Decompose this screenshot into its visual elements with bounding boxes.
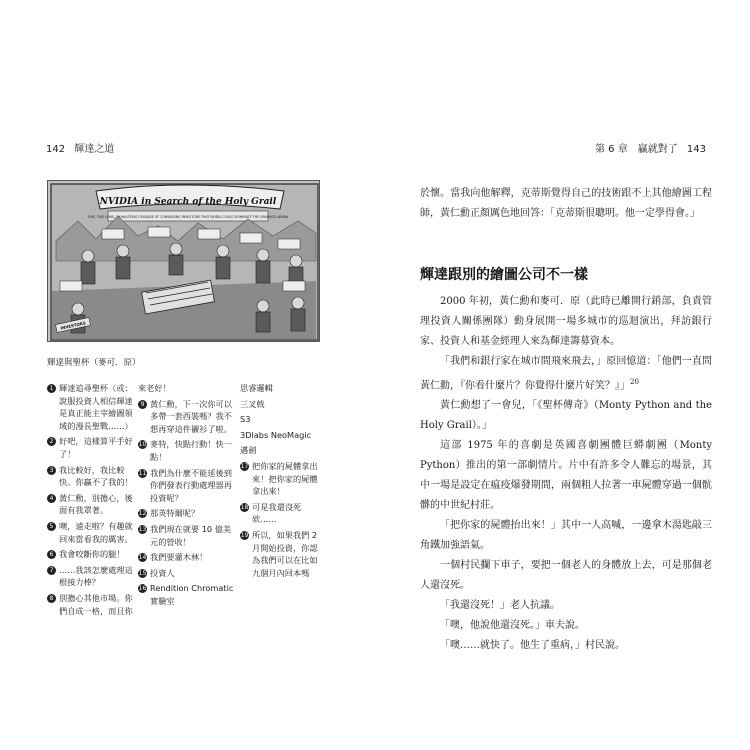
right-page-number: 143 — [686, 144, 706, 155]
legend-column-3 — [240, 382, 324, 582]
legend-item: 5 噢，遠走啦？有趣就回來當看我的厲害。 — [47, 520, 135, 545]
section-heading: 輝達跟別的繪圖公司不一樣 — [420, 267, 588, 283]
legend-item-continued: S3 — [240, 414, 251, 425]
continued-paragraph: 於懷。當我向他解釋，克蒂斯覺得自己的技術跟不上其他繪圖工程師，黃仁勳正顏厲色地回答：「克蒂斯很聰明。他一定學得會。」 — [420, 188, 712, 219]
legend-item: 11 我們為什麼不能延後到你們發表行動處理器再投資呢？ — [138, 467, 232, 503]
investors-sign: INVESTORS — [60, 320, 87, 331]
legend-item: 3 我比較好，我比較快。你贏不了我的！ — [47, 464, 135, 489]
body-paragraph: 「噢……就快了。他生了重病，」村民說。 — [440, 640, 625, 652]
legend-item-continued: 來老好！ — [138, 383, 171, 393]
legend-column-2 — [138, 382, 236, 611]
legend-item: 16 Rendition Chromatic 實驗室 — [138, 583, 234, 606]
legend-item-continued: 思睿邏輯 — [240, 383, 273, 393]
illustration-subbanner: ONE, TWO LONG, EXHAUSTING CRUSADE OF CONVINCING INVESTORS THAT NVIDIA COULD DOMINATE THE GRAPHICS ARENA — [87, 215, 289, 219]
legend-item: 14 我們要灌木林！ — [138, 552, 208, 563]
left-page-number: 142 — [46, 144, 66, 155]
body-paragraph: 「我還沒死！」老人抗議。 — [440, 600, 560, 612]
body-paragraph: 「我們和銀行家在城市間飛來飛去，」原回憶道：「他們一直問黃仁勳，『你看什麼片？你覺得什麼片好笑？』」$^{20}$ — [420, 356, 712, 392]
legend-item: 2 好吧，這樣算平手好了！ — [47, 435, 135, 460]
body-paragraph: 這部 1975 年的喜劇是英國喜劇團體巨蟒劇團（Monty Python）推出的第一部劇情片。片中有許多令人難忘的場景，其中一場是設定在瘟疫爆發期間，兩個粗人拉著一車屍體穿過一個骯髒的中世紀村莊。 — [420, 440, 712, 512]
legend-item: 9 黃仁勳，下一次你可以多帶一套西裝嗎？我不想再穿這件襯衫了啦。 — [138, 398, 236, 436]
legend-item: 8 別擔心其他市場。你們自成一格，而且你 — [47, 592, 135, 617]
legend-item: 12 那英特爾呢？ — [138, 508, 200, 519]
legend-item: 7 ……我該怎麼處理這根接力棒？ — [47, 564, 135, 589]
legend-item: 1 輝達追尋聖杯（或：說服投資人相信輝達是真正能主宰繪圖領域的漫長聖戰……） — [47, 382, 135, 432]
body-paragraph: 一個村民攔下車子，要把一個老人的身體放上去，可是那個老人還沒死。 — [420, 560, 712, 592]
legend-column-1 — [47, 382, 135, 620]
left-running-title: 輝達之道 — [74, 144, 115, 155]
illustration-drawing — [48, 181, 320, 342]
body-paragraph: 2000 年初，黃仁勳和麥可．原（此時已離開行銷部，負責管理投資人關係團隊）動身展開一場多城市的巡迴演出，拜訪銀行家、投資人和基金經理人來為輝達籌募資本。 — [420, 296, 712, 347]
legend-item: 15 投資人 — [138, 567, 175, 578]
legend-item-continued: 邁劍 — [240, 445, 257, 456]
footnote-marker: 20 — [630, 378, 639, 386]
legend-item: 19 所以，如果我們 2 月開始投資，你認為我們可以在比如九個月內回本嗎 — [240, 529, 318, 578]
legend-item-continued: 3Dlabs NeoMagic — [240, 429, 312, 440]
legend-item: 10 麥特，快點行動！快一點！ — [138, 439, 232, 462]
right-running-title: 第 6 章 贏就對了 — [594, 144, 678, 155]
holy-grail-illustration — [47, 180, 320, 342]
body-paragraph: 「噢，他說他還沒死。」車夫說。 — [440, 620, 585, 632]
body-paragraph: 「把你家的屍體抬出來！」其中一人高喊，一邊拿木湯匙敲三角鐵加強語氣。 — [420, 520, 712, 552]
left-page-header — [46, 140, 114, 155]
legend-item: 6 我會咬斷你的腿！ — [47, 548, 135, 561]
illustration-banner: NVIDIA in Search of the Holy Grail — [99, 197, 277, 207]
illustration-caption: 輝達與聖杯（麥可．原） — [47, 358, 141, 368]
legend-item: 4 黃仁勳，別擔心，後面有我罩著。 — [47, 492, 135, 517]
legend-item: 13 我們現在就要 10 億美元的營收！ — [138, 523, 232, 547]
legend-item-continued: 三叉戟 — [240, 398, 265, 409]
right-page-header — [595, 140, 706, 155]
section-body — [420, 292, 712, 656]
legend-item: 18 可是我還沒死欸…… — [240, 501, 302, 525]
legend-item: 17 把你家的屍體拿出來！把你家的屍體拿出來！ — [240, 460, 318, 497]
body-paragraph: 黃仁勳想了一會兒，「《聖杯傳奇》（Monty Python and the Holy Grail）。」 — [420, 400, 712, 432]
